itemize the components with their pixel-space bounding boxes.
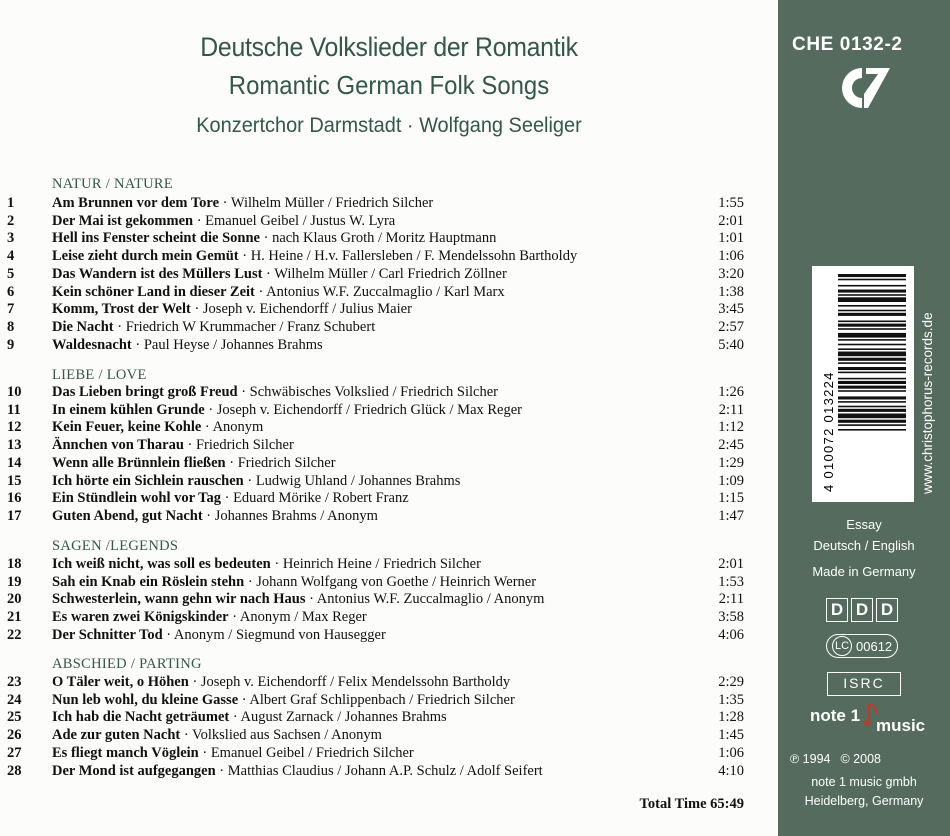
track-number: 28 — [7, 762, 22, 779]
barcode-bar — [838, 424, 906, 426]
logo-note1-text: note 1 — [810, 706, 861, 725]
track-credit: · Paul Heyse / Johannes Brahms — [131, 336, 323, 353]
track-title: Schwesterlein, wann gehn wir nach Haus — [52, 591, 306, 608]
track-row — [0, 507, 778, 525]
barcode-bar — [838, 285, 906, 287]
barcode-digits-wrap — [818, 266, 838, 502]
track-duration: 1:38 — [718, 283, 744, 300]
barcode-bar — [838, 333, 906, 338]
track-duration: 1:26 — [718, 384, 744, 400]
phonogram-copyright: ℗ 1994 — [790, 752, 831, 766]
track-credit: · Johann Wolfgang von Goethe / Heinrich Werner — [244, 573, 537, 590]
track-credit: · nach Klaus Groth / Moritz Hauptmann — [259, 230, 497, 247]
total-time: Total Time 65:49 — [639, 796, 744, 812]
track-duration: 3:45 — [718, 301, 744, 318]
track-row — [0, 436, 778, 454]
track-row — [0, 336, 778, 354]
track-row — [0, 744, 778, 762]
track-row — [0, 673, 778, 691]
track-number: 19 — [7, 573, 22, 590]
track-duration: 2:01 — [718, 556, 744, 572]
track-row — [0, 608, 778, 626]
track-number: 6 — [7, 283, 15, 300]
track-number: 5 — [7, 265, 15, 282]
barcode-bar — [838, 367, 906, 370]
track-title: Guten Abend, gut Nacht — [52, 507, 203, 524]
track-title: Ich hörte ein Sichlein rauschen — [52, 472, 244, 489]
barcode-bar — [838, 429, 906, 431]
track-number: 15 — [7, 472, 22, 489]
track-credit: · Heinrich Heine / Friedrich Silcher — [270, 556, 481, 572]
barcode-bar — [838, 358, 906, 361]
barcode-bar — [838, 396, 906, 399]
track-number: 23 — [7, 674, 22, 690]
track-title: Ich hab die Nacht geträumet — [52, 709, 230, 726]
company-city: Heidelberg, Germany — [804, 794, 924, 808]
performers: Konzertchor Darmstadt · Wolfgang Seeliger — [196, 114, 582, 137]
note1-music-logo — [808, 704, 926, 735]
track-number: 12 — [7, 419, 22, 436]
track-duration: 1:15 — [718, 490, 744, 507]
track-row — [0, 194, 778, 212]
track-title: Die Nacht — [52, 318, 114, 335]
ddd-letter: D — [851, 598, 873, 622]
track-number: 8 — [7, 318, 15, 335]
track-credit: · Emanuel Geibel / Justus W. Lyra — [193, 212, 396, 229]
barcode-bar — [838, 274, 906, 277]
barcode-bar — [838, 324, 906, 327]
website-url-wrap — [904, 278, 935, 494]
barcode-bar — [838, 290, 906, 293]
track-number: 1 — [7, 195, 15, 211]
track-row — [0, 691, 778, 709]
barcode-bar — [838, 310, 906, 312]
track-row — [0, 590, 778, 608]
track-credit: · Antonius W.F. Zuccalmaglio / Karl Marx — [254, 283, 505, 300]
track-duration: 2:57 — [718, 318, 744, 335]
barcode-bar — [838, 279, 906, 281]
track-title: Komm, Trost der Welt — [52, 301, 191, 318]
track-title: Am Brunnen vor dem Tore — [52, 195, 220, 211]
barcode-bar — [838, 401, 906, 403]
track-row — [0, 472, 778, 490]
section-heading: NATUR / NATURE — [52, 176, 174, 192]
essay-label: Essay — [846, 517, 882, 532]
track-duration: 2:01 — [718, 212, 744, 229]
track-title: In einem kühlen Grunde — [52, 401, 205, 418]
track-title: Ännchen von Tharau — [52, 437, 184, 454]
barcode-bar — [838, 297, 906, 302]
track-row — [0, 762, 778, 780]
track-row — [0, 726, 778, 744]
barcode-bar — [838, 409, 906, 412]
track-duration: 1:28 — [718, 709, 744, 726]
barcode-bar — [838, 390, 906, 392]
track-row — [0, 401, 778, 419]
track-number: 10 — [7, 384, 22, 400]
track-number: 17 — [7, 507, 22, 524]
barcode-bar — [838, 321, 906, 323]
track-title: Hell ins Fenster scheint die Sonne — [52, 230, 260, 247]
track-number: 11 — [7, 401, 21, 418]
track-credit: · Eduard Mörike / Robert Franz — [220, 490, 409, 507]
website-url[interactable]: www.christophorus-records.de — [920, 312, 935, 494]
track-number: 20 — [7, 591, 22, 608]
barcode-bar — [838, 378, 906, 380]
track-credit: · Wilhelm Müller / Carl Friedrich Zöllner — [262, 265, 507, 282]
track-row — [0, 318, 778, 336]
track-row — [0, 247, 778, 265]
track-title: O Täler weit, o Höhen — [52, 674, 189, 690]
track-title: Waldesnacht — [52, 336, 132, 353]
track-credit: · Antonius W.F. Zuccalmaglio / Anonym — [305, 591, 545, 608]
track-credit: · Matthias Claudius / Johann A.P. Schulz / Adolf Seifert — [215, 762, 543, 779]
company-name: note 1 music gmbh — [811, 775, 917, 789]
barcode-bar — [838, 352, 906, 357]
christophorus-logo-icon — [828, 64, 894, 117]
barcode-bar — [838, 344, 906, 346]
track-duration: 4:10 — [718, 762, 744, 779]
track-title: Es fliegt manch Vöglein — [52, 744, 199, 761]
track-row — [0, 573, 778, 591]
track-row — [0, 283, 778, 301]
track-credit: · Anonym / Siegmund von Hausegger — [162, 626, 386, 643]
track-credit: · Friedrich Silcher — [225, 454, 336, 471]
track-title: Wenn alle Brünnlein fließen — [52, 454, 226, 471]
track-row — [0, 555, 778, 573]
barcode-bar — [838, 339, 906, 341]
track-duration: 1:01 — [718, 230, 744, 247]
track-title: Nun leb wohl, du kleine Gasse — [52, 691, 239, 708]
barcode-bar — [838, 313, 906, 316]
track-number: 9 — [7, 336, 15, 353]
track-credit: · Albert Graf Schlippenbach / Friedrich Silcher — [238, 691, 515, 708]
barcode-bar — [838, 414, 906, 419]
track-title: Kein Feuer, keine Kohle — [52, 419, 202, 436]
track-title: Kein schöner Land in dieser Zeit — [52, 283, 255, 300]
track-duration: 1:47 — [718, 507, 744, 524]
track-number: 24 — [7, 691, 22, 708]
track-number: 22 — [7, 626, 22, 643]
track-row — [0, 212, 778, 230]
track-title: Das Wandern ist des Müllers Lust — [52, 265, 263, 282]
track-number: 14 — [7, 454, 22, 471]
lc-number: 00612 — [856, 638, 893, 654]
track-title: Es waren zwei Königskinder — [52, 609, 229, 626]
track-number: 7 — [7, 301, 15, 318]
track-duration: 1:06 — [718, 248, 744, 265]
track-row — [0, 454, 778, 472]
ddd-letter: D — [876, 598, 898, 622]
track-number: 16 — [7, 490, 22, 507]
logo-music-text: music — [876, 716, 926, 735]
track-credit: · Volkslied aus Sachsen / Anonym — [180, 727, 382, 744]
track-duration: 1:55 — [718, 195, 744, 211]
track-credit: · August Zarnack / Johannes Brahms — [229, 709, 447, 726]
track-row — [0, 626, 778, 644]
track-duration: 1:12 — [718, 419, 744, 436]
track-title: Sah ein Knab ein Röslein stehn — [52, 573, 245, 590]
track-credit: · Ludwig Uhland / Johannes Brahms — [243, 472, 461, 489]
barcode-bar — [838, 386, 906, 389]
track-duration: 2:29 — [718, 674, 744, 690]
track-credit: · Joseph v. Eichendorff / Friedrich Glück / Max Reger — [204, 401, 523, 418]
track-credit: · Emanuel Geibel / Friedrich Silcher — [198, 744, 414, 761]
track-duration: 5:40 — [718, 336, 744, 353]
track-number: 4 — [7, 248, 15, 265]
isrc-badge: ISRC — [827, 672, 901, 696]
track-title: Leise zieht durch mein Gemüt — [52, 248, 239, 265]
ddd-letter: D — [826, 598, 848, 622]
track-number: 18 — [7, 556, 22, 572]
track-duration: 3:58 — [718, 609, 744, 626]
album-title-english: Romantic German Folk Songs — [228, 70, 550, 100]
track-number: 3 — [7, 230, 15, 247]
barcode-bar — [838, 305, 906, 307]
track-row — [0, 383, 778, 401]
barcode-bar — [838, 328, 906, 330]
copyright-line — [790, 752, 881, 766]
track-title: Der Mond ist aufgegangen — [52, 762, 216, 779]
track-credit: · Johannes Brahms / Anonym — [202, 507, 378, 524]
track-title: Der Schnitter Tod — [52, 626, 163, 643]
barcode-bar — [838, 372, 906, 374]
album-title-german: Deutsche Volkslieder der Romantik — [200, 32, 578, 62]
track-title: Ade zur guten Nacht — [52, 727, 181, 744]
track-duration: 2:45 — [718, 437, 744, 454]
copyright: © 2008 — [840, 752, 881, 766]
track-row — [0, 489, 778, 507]
ddd-badge — [826, 598, 898, 622]
track-duration: 4:06 — [718, 626, 744, 643]
barcode-bar — [838, 406, 906, 408]
track-row — [0, 708, 778, 726]
track-title: Ich weiß nicht, was soll es bedeuten — [52, 556, 271, 572]
barcode-bar — [838, 294, 906, 296]
track-duration: 1:29 — [718, 454, 744, 471]
track-duration: 1:06 — [718, 744, 744, 761]
section-heading: ABSCHIED / PARTING — [52, 656, 202, 672]
track-title: Das Lieben bringt groß Freud — [52, 384, 238, 400]
track-title: Der Mai ist gekommen — [52, 212, 194, 229]
barcode-bar — [838, 348, 906, 350]
track-duration: 2:11 — [718, 591, 744, 608]
track-credit: · Wilhelm Müller / Friedrich Silcher — [219, 195, 434, 211]
track-duration: 3:20 — [718, 265, 744, 282]
track-title: Ein Stündlein wohl vor Tag — [52, 490, 221, 507]
track-number: 27 — [7, 744, 22, 761]
made-in-label: Made in Germany — [812, 564, 916, 579]
track-row — [0, 265, 778, 283]
barcode-bar — [838, 420, 906, 423]
track-duration: 2:11 — [718, 401, 744, 418]
track-credit: · Joseph v. Eichendorff / Felix Mendelssohn Bartholdy — [188, 674, 511, 690]
section-heading: SAGEN /LEGENDS — [52, 538, 179, 554]
track-row — [0, 418, 778, 436]
lc-symbol: LC — [832, 636, 852, 656]
track-duration: 1:09 — [718, 472, 744, 489]
track-duration: 1:35 — [718, 691, 744, 708]
track-credit: · Anonym — [201, 419, 264, 436]
track-credit: · Joseph v. Eichendorff / Julius Maier — [190, 301, 412, 318]
track-number: 2 — [7, 212, 15, 229]
track-duration: 1:53 — [718, 573, 744, 590]
languages-label: Deutsch / English — [813, 538, 915, 553]
track-number: 25 — [7, 709, 22, 726]
track-credit: · Friedrich Silcher — [183, 437, 294, 454]
track-number: 13 — [7, 437, 22, 454]
section-heading: LIEBE / LOVE — [52, 367, 147, 383]
track-credit: · Schwäbisches Volkslied / Friedrich Silcher — [237, 384, 499, 400]
barcode-bar — [838, 362, 906, 364]
track-credit: · H. Heine / H.v. Fallersleben / F. Mendelssohn Bartholdy — [238, 248, 578, 265]
sidebar-panel — [778, 0, 950, 836]
catalog-number: CHE 0132-2 — [792, 34, 903, 55]
track-number: 21 — [7, 609, 22, 626]
track-row — [0, 229, 778, 247]
label-code-badge — [826, 634, 898, 658]
track-duration: 1:45 — [718, 727, 744, 744]
track-number: 26 — [7, 727, 22, 744]
barcode-bar — [838, 381, 906, 384]
barcode-digits: 4 010072 013224 — [821, 371, 836, 492]
track-row — [0, 300, 778, 318]
track-credit: · Anonym / Max Reger — [228, 609, 367, 626]
track-credit: · Friedrich W Krummacher / Franz Schubert — [113, 318, 376, 335]
